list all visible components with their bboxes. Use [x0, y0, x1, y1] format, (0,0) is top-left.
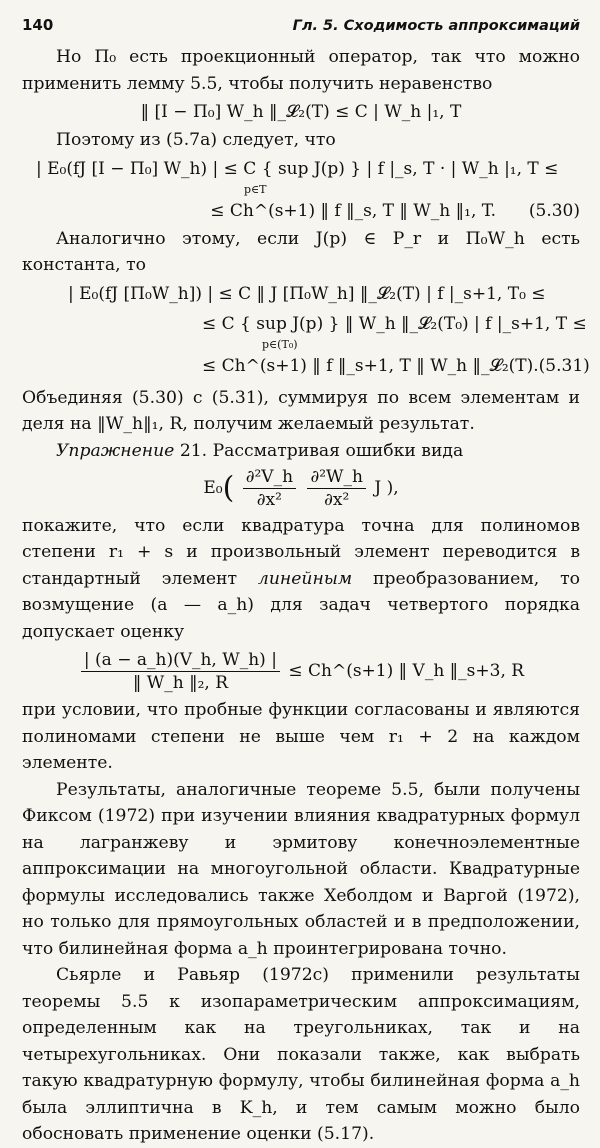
exercise-label: Упражнение	[56, 440, 175, 461]
chapter-title: Гл. 5. Сходимость аппроксимаций	[292, 18, 580, 34]
estimate-den: ‖ W_h ‖₂, R	[132, 673, 228, 693]
sup-underscript: p∈T	[244, 182, 267, 196]
estimate-rhs: ≤ Ch^(s+1) ‖ V_h ‖_s+3, R	[288, 661, 525, 681]
paragraph-9: Сьярле и Равьяр (1972с) применили результаты теоремы 5.5 к изопараметрическим аппроксимациям, определенным как на треугольниках, так и на четырехугольниках. Они показали также, как выбрать такую квадратурную формулу, чтобы билинейная форма a_h была эллиптична в K_h, и тем самым можно было обосновать применение оценки (5.17).	[22, 965, 580, 1144]
fraction-1-den: ∂x²	[256, 490, 282, 510]
equation-5-30-sup-subscript	[22, 184, 580, 196]
paragraph-2: Поэтому из (5.7а) следует, что	[56, 130, 336, 150]
page-number: 140	[22, 16, 54, 34]
estimate-num: | (a − a_h)(V_h, W_h) |	[81, 649, 280, 672]
fraction-2-num: ∂²W_h	[307, 466, 366, 489]
eq-5-30-rhs: ≤ Ch^(s+1) ‖ f ‖_s, T ‖ W_h ‖₁, T.	[210, 200, 496, 221]
eq-5-31-rhs: ≤ Ch^(s+1) ‖ f ‖_s+1, T ‖ W_h ‖_𝓛₂(T).	[202, 355, 539, 376]
equation-number-5-30: (5.30)	[528, 200, 580, 221]
equation-5-30-line-1	[22, 154, 580, 184]
paragraph-7: при условии, что пробные функции согласованы и являются полиномами степени не выше чем r₁ + 2 на каждом элементе.	[22, 700, 580, 773]
equation-5-31-line-2: ≤ C { sup J(p) } ‖ W_h ‖_𝓛₂(T₀) | f |_s+1, T ≤	[202, 313, 587, 334]
p6-part-b: преобразованием, то возмущение (a — a_h) для задач четвертого порядка допускает оценку	[22, 568, 580, 642]
equation-5-31-line-1: | E₀(fJ [Π₀W_h]) | ≤ C ‖ J [Π₀W_h] ‖_𝓛₂(T) | f |_s+1, T₀ ≤	[68, 283, 546, 304]
equation-error-form: E₀( $\frac{\text{∂²V\_h}}{\text{∂x²}}$ $\frac{\text{∂²W\_h}}{\text{∂x²}}$ J ),	[203, 467, 399, 510]
paragraph-8: Результаты, аналогичные теореме 5.5, были получены Фиксом (1972) при изучении влияния квадратурных формул на лагранжеву и эрмитову конечноэлементные аппроксимации на многоугольной области. Квадратурные формулы исследовались также Хеболдом и Варгой (1972), но только для прямоугольных областей и в предположении, что билинейная форма a_h проинтегрирована точно.	[22, 779, 580, 959]
fraction-2	[307, 466, 366, 511]
equation-5-30-line-2	[22, 196, 580, 226]
equation-number-5-31: (5.31)	[538, 355, 590, 376]
exercise-text: 21. Рассматривая ошибки вида	[179, 440, 464, 461]
paragraph-4: Объединяя (5.30) с (5.31), суммируя по всем элементам и деля на ‖W_h‖₁, R, получим желаемый результат.	[22, 387, 580, 434]
exercise-paragraph	[22, 438, 580, 465]
paragraph-3: Аналогично этому, если J(p) ∈ P_r и Π₀W_h есть константа, то	[22, 228, 580, 275]
eq4-suffix: J ),	[374, 478, 399, 498]
paragraph-6	[22, 513, 580, 646]
sup-underscript-2: p∈(T₀)	[262, 337, 298, 351]
page-header	[22, 16, 580, 34]
equation-estimate	[22, 645, 580, 697]
paragraph-1: Но Π₀ есть проекционный оператор, так что можно применить лемму 5.5, чтобы получить неравенство	[22, 47, 580, 94]
equation-5-31-sup-subscript	[22, 339, 580, 351]
estimate-fraction	[81, 649, 280, 694]
p6-part-a: покажите, что если квадратура точна для полиномов степени r₁ + s и произвольный элемент переводится в стандартный элемент	[22, 515, 580, 589]
fraction-1	[243, 466, 296, 511]
eq4-prefix: E₀	[203, 478, 223, 498]
fraction-2-den: ∂x²	[324, 490, 350, 510]
p6-italic-word: линейным	[257, 568, 353, 589]
equation-lemma: ‖ [I − Π₀] W_h ‖_𝓛₂(T) ≤ C | W_h |₁, T	[140, 102, 462, 122]
eq-5-30-text: | E₀(fJ [I − Π₀] W_h) | ≤ C { sup J(p) } | f |_s, T · | W_h |₁, T ≤	[36, 158, 559, 179]
fraction-1-num: ∂²V_h	[243, 466, 296, 489]
equation-5-31-line-3	[22, 351, 590, 381]
